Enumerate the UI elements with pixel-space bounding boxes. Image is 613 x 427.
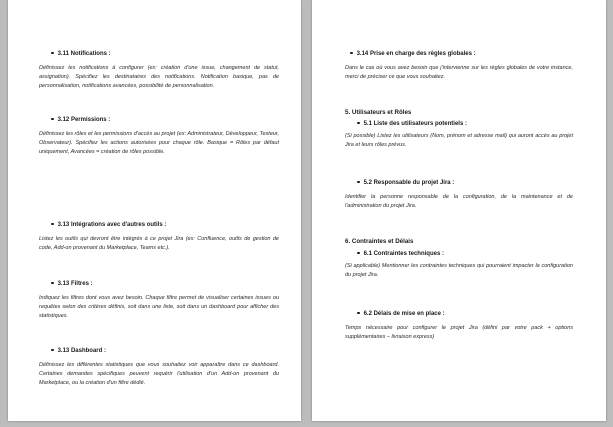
section-heading (39, 280, 279, 288)
section-heading (345, 250, 573, 258)
section-6-1 (345, 250, 573, 280)
heading-text: 5.1 Liste des utilisateurs potentiels : (363, 121, 467, 127)
bullet-icon (350, 52, 353, 55)
section-title: 6. Contraintes et Délais (345, 238, 414, 245)
bullet-icon (51, 282, 54, 285)
document-page-right[interactable] (312, 0, 606, 421)
section-heading (345, 120, 573, 128)
section-3-13-integrations (39, 221, 279, 253)
heading-text: 3.13 Filtres : (57, 281, 93, 287)
section-6-2 (345, 310, 573, 342)
bullet-icon (357, 312, 360, 315)
bullet-icon (51, 223, 54, 226)
section-heading (39, 50, 279, 58)
bullet-icon (51, 349, 54, 352)
section-heading (39, 347, 279, 355)
heading-text: 3.14 Prise en charge des règles globales : (356, 51, 476, 57)
document-page-left[interactable] (8, 0, 301, 421)
section-body: Définissez les notifications à configurer (ex: création d'une issue, changement de statut, assignation). Spécifiez les destinataires des notifications. Notification basique, pas de personnalisation, notifications avancées, possibilité de personnalisation. (39, 65, 279, 89)
section-heading (345, 50, 573, 58)
section-5-2 (345, 179, 573, 211)
bullet-icon (357, 181, 360, 184)
bullet-icon (51, 52, 54, 55)
section-body: Dans le cas où vous avez besoin que j'intervienne sur les règles globales de votre instance, merci de préciser ce que vous souhaitez. (345, 65, 573, 80)
section-heading (39, 116, 279, 124)
section-3-12 (39, 116, 279, 157)
heading-text: 3.13 Dashboard : (57, 348, 106, 354)
heading-text: 5.2 Responsable du projet Jira : (363, 180, 455, 186)
section-6-title (345, 238, 573, 246)
section-body: Définissez les rôles et les permissions d'accès au projet (ex: Administrateur, Développeur, Testeur, Observateur). Spécifiez les actions autorisées pour chaque rôle. Basique = Rôles par défaut uniquement, Avancées = création de rôles possible. (39, 131, 279, 155)
heading-text: 6.2 Délais de mise en place : (363, 311, 445, 317)
section-heading (345, 310, 573, 318)
section-body: Définissez les différentes statistiques que vous souhaitez voir apparaître dans ce dashboard. Certaines demandes spécifiques peuvent requérir l'utilisation d'un Add-on provenant du Marketplace, ou la création d'un filtre dédié. (39, 362, 279, 386)
section-3-11 (39, 50, 279, 91)
section-body: (Si applicable) Mentionner les contraintes techniques qui pourraient impacter la configuration du projet Jira. (345, 263, 573, 278)
heading-text: 6.1 Contraintes techniques : (363, 251, 444, 257)
section-heading (39, 221, 279, 229)
bullet-icon (51, 118, 54, 121)
heading-text: 3.13 Intégrations avec d'autres outils : (57, 222, 167, 228)
section-3-14 (345, 50, 573, 82)
section-3-13-filtres (39, 280, 279, 321)
section-5-1 (345, 120, 573, 150)
section-title: 5. Utilisateurs et Rôles (345, 109, 412, 116)
section-heading (345, 179, 573, 187)
section-body: (Si possible) Listez les utilisateurs (Nom, prénom et adresse mail) qui auront accès au projet Jira et leurs rôles prévus. (345, 133, 573, 148)
bullet-icon (357, 122, 360, 125)
section-body: Indiquez les filtres dont vous avez besoin. Chaque filtre permet de visualiser certaines issues ou requêtes selon des critères définis, soit dans une liste, soit dans un dashboard pour afficher des statistiques. (39, 295, 279, 319)
section-body: Listez les outils qui devront être intégrés à ce projet Jira (ex: Confluence, outils de gestion de code, Add-on provenant du Marketplace, Teams etc.). (39, 236, 279, 251)
heading-text: 3.11 Notifications : (57, 51, 111, 57)
section-5-title (345, 109, 573, 117)
heading-text: 3.12 Permissions : (57, 117, 111, 123)
section-body: Identifier la personne responsable de la configuration, de la maintenance et de l'administration du projet Jira. (345, 194, 573, 209)
bullet-icon (357, 252, 360, 255)
section-body: Temps nécessaire pour configurer le projet Jira (défini par votre pack + options supplémentaires – livraison express) (345, 325, 573, 340)
section-3-13-dashboard (39, 347, 279, 388)
